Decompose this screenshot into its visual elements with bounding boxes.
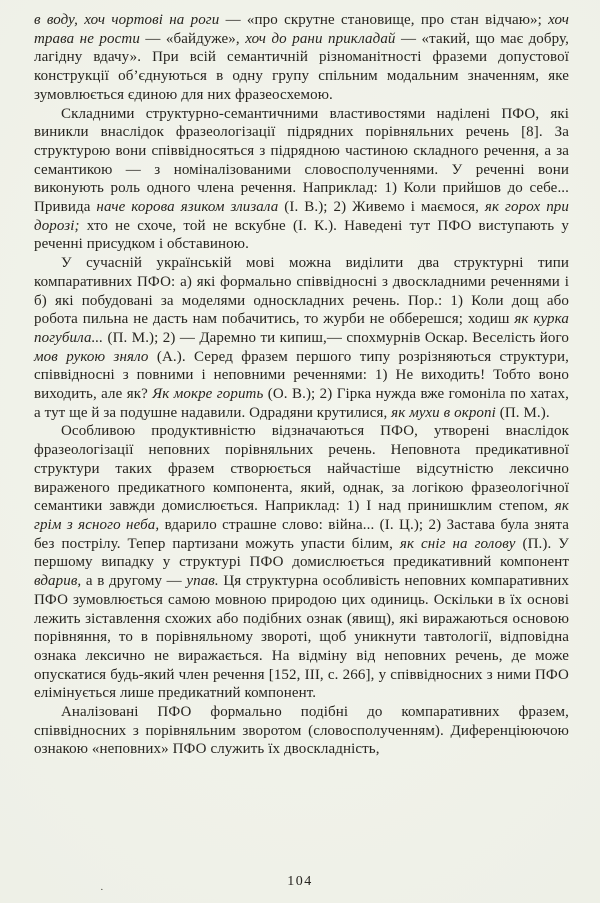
text-run: вдарило страшне слово: війна... (І. Ц.); 2) Застава була знята без пострілу. Тепер партизани можуть упасти білим, <box>34 516 569 552</box>
text-run: (П. М.); 2) — Даремно ти кипиш,— спохмурнів Оскар. Веселість його <box>103 329 569 346</box>
emphasis-text-run: в воду, хоч чортові на роги <box>34 12 220 28</box>
emphasis-text-run: наче корова язиком злизала <box>96 199 279 216</box>
paragraph <box>34 11 569 105</box>
emphasis-text-run: як курка погубила... <box>34 311 569 346</box>
page-number: 104 <box>287 874 313 889</box>
paragraph <box>34 422 569 703</box>
emphasis-text-run: упав. <box>186 573 219 590</box>
emphasis-text-run: вдарив, <box>34 573 82 590</box>
text-run: Складними структурно-семантичними властивостями наділені ПФО, які виникли внаслідок фразеологізації підрядних порівняльних речень [8]. За структурою вони співвідносяться з підрядною частиною складного речення, а за семантикою — з номіналізованими словосполученнями. У реченні вони виконують роль одного члена речення. Наприклад: 1) Коли прийшов до себе... Привида <box>34 105 569 216</box>
text-run: — «байдуже», <box>139 30 246 47</box>
paragraph <box>34 105 569 255</box>
text-run: У сучасній українській мові можна виділити два структурні типи компаративних ПФО: а) які формально співвідносні з двоскладними реченнями і б) які побудовані за моделями односкладних речень. Пор.: 1) Коли дощ або робота пильна не дасть нам побачитись, то журби не обберешся; ходиш <box>34 255 569 328</box>
text-run: Особливою продуктивністю відзначаються ПФО, утворені внаслідок фразеологізації неповних порівняльних речень. Неповнота предикативної структури таких фразем створюється найчастіше відсутністю лексично вираженого предикатного компонента, який, однак, за логікою фразеологічної семантики завжди домислюється. Наприклад: 1) І над принишклим степом, <box>34 423 569 515</box>
paragraph <box>34 703 569 759</box>
scan-artifact-dot: · <box>100 884 104 896</box>
text-run: — «про скрутне становище, про стан відчаю»; <box>219 12 549 28</box>
page-footer <box>0 874 600 890</box>
text-run: (А.). Серед фразем першого типу розрізняються структури, співвідносні з повними і неповними реченнями: 1) Не виходить! Тобто воно виходить, але як? <box>34 348 569 403</box>
emphasis-text-run: мов рукою зняло <box>34 348 149 365</box>
text-run: (О. В.); 2) Гірка нужда вже гомоніла по хатах, а тут ще й за подушне надавили. Одрадяни крутилися, <box>34 386 569 421</box>
emphasis-text-run: як мухи в окропі <box>391 404 496 421</box>
text-run: — «такий, що має добру, лагідну вдачу». При всій семантичній різноманітності фраземи допустової конструкції об’єднуються в одну групу спільним модальним значенням, яке зумовлюється єдиною для них фразеосхемою. <box>34 30 569 103</box>
emphasis-text-run: як горох при дорозі; <box>34 199 569 234</box>
text-run: (П.). У першому випадку у структурі ПФО домислюється предикативний компонент <box>34 535 569 571</box>
emphasis-text-run: як грім з ясного неба, <box>34 498 569 533</box>
text-run: а в другому — <box>81 573 187 590</box>
paragraph <box>34 254 569 422</box>
emphasis-text-run: хоч трава не рости <box>34 12 569 47</box>
text-run: хто не схоче, той не вскубне (І. К.). Наведені тут ПФО виступають у реченні присудком і обставиною. <box>34 217 569 253</box>
page-text <box>34 11 569 759</box>
text-run: Ця структурна особливість неповних компаративних ПФО зумовлюється самою мовною природою цих одиниць. Оскільки в їх основі лежить зіставлення схожих або подібних ознак (явищ), які виражаються основою порівняння, то в порівняльному звороті, щоб уникнути тавтології, відповідна ознака лексично не виражається. На відміну від неповних речень, де може опускатися будь-який член речення [152, III, с. 266], у співвідносних з ними ПФО елімінується лише предикатний компонент. <box>34 573 569 702</box>
emphasis-text-run: Як мокре горить <box>152 386 264 403</box>
emphasis-text-run: хоч до рани прикладай <box>245 30 396 47</box>
text-run: (І. В.); 2) Живемо і маємося, <box>278 199 485 216</box>
text-run: (П. М.). <box>495 404 550 421</box>
text-run: Аналізовані ПФО формально подібні до компаративних фразем, співвідносних з порівняльним зворотом (словосполученням). Диференціюючою ознакою «неповних» ПФО служить їх двоскладність, <box>34 704 569 758</box>
emphasis-text-run: як сніг на голову <box>399 535 516 552</box>
